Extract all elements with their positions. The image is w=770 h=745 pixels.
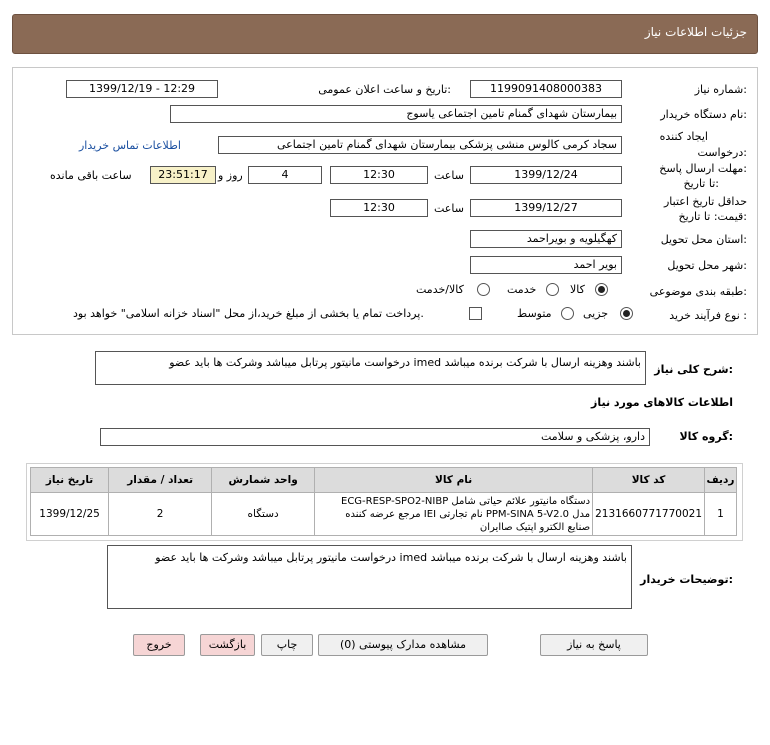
category-label: طبقه بندی موضوعی: — [649, 285, 747, 298]
city-field: بویر احمد — [470, 256, 622, 274]
reply-time-label: ساعت — [434, 169, 464, 182]
process-minor-radio[interactable] — [620, 307, 633, 320]
treasury-payment-note: پرداخت تمام یا بخشی از مبلغ خرید،از محل "اسناد خزانه اسلامی" خواهد بود. — [73, 307, 424, 320]
province-field: کهگیلویه و بویراحمد — [470, 230, 622, 248]
cell-name-line-2: مدل PPM-SINA 5-V2.0 نام تجارتی IEI مرجع عرضه کننده — [345, 508, 591, 520]
col-qty-header: تعداد / مقدار — [109, 468, 212, 493]
page-header — [12, 14, 758, 54]
cell-name-line-3: صنایع الکترو اپتیک صاایران — [479, 521, 591, 533]
buyer-notes-label: توضیحات خریدار: — [640, 573, 733, 586]
col-unit-header: واحد شمارش — [212, 468, 315, 493]
city-label: شهر محل تحویل: — [667, 259, 747, 272]
col-date-header: تاریخ نیاز — [31, 468, 109, 493]
reply-time-field: 12:30 — [330, 166, 428, 184]
summary-field — [95, 351, 646, 385]
category-goods-radio[interactable] — [595, 283, 608, 296]
treasury-payment-checkbox[interactable] — [469, 307, 482, 320]
attachments-button[interactable]: مشاهده مدارک پیوستی (0) — [318, 634, 488, 656]
items-table — [30, 467, 737, 536]
category-goods-label: کالا — [570, 283, 585, 296]
process-medium-radio[interactable] — [561, 307, 574, 320]
process-label: نوع فرآیند خرید : — [669, 309, 747, 322]
announce-label: تاریخ و ساعت اعلان عمومی: — [318, 83, 451, 96]
contact-info-link[interactable]: اطلاعات تماس خریدار — [79, 139, 181, 152]
col-row-header: ردیف — [705, 468, 737, 493]
reply-deadline-label-2: تا تاریخ: — [683, 177, 719, 190]
category-goods-service-label: کالا/خدمت — [416, 283, 464, 296]
summary-label: شرح کلی نیاز: — [654, 363, 733, 376]
summary-text: درخواست مانیتور پرتابل میباشد وشرکت ها باید عضو imed باشند وهزینه ارسال با شرکت برنده میباشد — [169, 356, 641, 369]
buyer-org-label: نام دستگاه خریدار: — [660, 108, 747, 121]
col-name-header: نام کالا — [315, 468, 593, 493]
print-button[interactable]: چاپ — [261, 634, 313, 656]
need-number-field: 1199091408000383 — [470, 80, 622, 98]
cell-qty: 2 — [109, 493, 212, 536]
table-row — [31, 493, 737, 536]
buyer-notes-text: درخواست مانیتور پرتابل میباشد وشرکت ها باید عضو imed باشند وهزینه ارسال با شرکت برنده میباشد — [155, 551, 627, 564]
exit-button[interactable]: خروج — [133, 634, 185, 656]
days-field: 4 — [248, 166, 322, 184]
category-service-label: خدمت — [507, 283, 537, 296]
back-button[interactable]: بازگشت — [200, 634, 255, 656]
col-code-header: کد کالا — [593, 468, 705, 493]
remaining-label: ساعت باقی مانده — [50, 169, 132, 182]
announce-field: 1399/12/19 - 12:29 — [66, 80, 218, 98]
category-service-radio[interactable] — [546, 283, 559, 296]
cell-row: 1 — [705, 493, 737, 536]
validity-time-label: ساعت — [434, 202, 464, 215]
process-medium-label: متوسط — [517, 307, 552, 320]
buyer-org-field: بیمارستان شهدای گمنام تامین اجتماعی یاسوج — [170, 105, 622, 123]
goods-group-field: دارو، پزشکی و سلامت — [100, 428, 650, 446]
category-goods-service-radio[interactable] — [477, 283, 490, 296]
reply-button[interactable]: پاسخ به نیاز — [540, 634, 648, 656]
buyer-notes-field — [107, 545, 632, 609]
validity-date-field: 1399/12/27 — [470, 199, 622, 217]
requester-label-2: درخواست: — [697, 146, 747, 159]
cell-name-line-1: دستگاه مانیتور علائم حیاتی شامل ECG-RESP-SPO2-NIBP — [341, 495, 591, 507]
validity-time-field: 12:30 — [330, 199, 428, 217]
province-label: استان محل تحویل: — [660, 233, 747, 246]
requester-field: سجاد کرمی کالوس منشی پزشکی بیمارستان شهدای گمنام تامین اجتماعی — [218, 136, 622, 154]
cell-code: 2131660771770021 — [593, 493, 705, 536]
cell-name — [315, 493, 593, 536]
page-title: جزئیات اطلاعات نیاز — [644, 25, 747, 39]
requester-label-1: ایجاد کننده — [659, 130, 708, 143]
cell-date: 1399/12/25 — [31, 493, 109, 536]
process-minor-label: جزیی — [583, 307, 609, 320]
cell-unit: دستگاه — [212, 493, 315, 536]
reply-deadline-label-1: مهلت ارسال پاسخ: — [659, 162, 747, 175]
days-label: روز و — [218, 169, 243, 182]
reply-date-field: 1399/12/24 — [470, 166, 622, 184]
remaining-time-field: 23:51:17 — [150, 166, 216, 184]
goods-section-title: اطلاعات کالاهای مورد نیاز — [591, 396, 733, 409]
need-number-label: شماره نیاز: — [694, 83, 747, 96]
validity-label-1: حداقل تاریخ اعتبار — [663, 195, 747, 208]
goods-group-label: گروه کالا: — [679, 430, 733, 443]
validity-label-2: قیمت: تا تاریخ: — [678, 210, 747, 223]
